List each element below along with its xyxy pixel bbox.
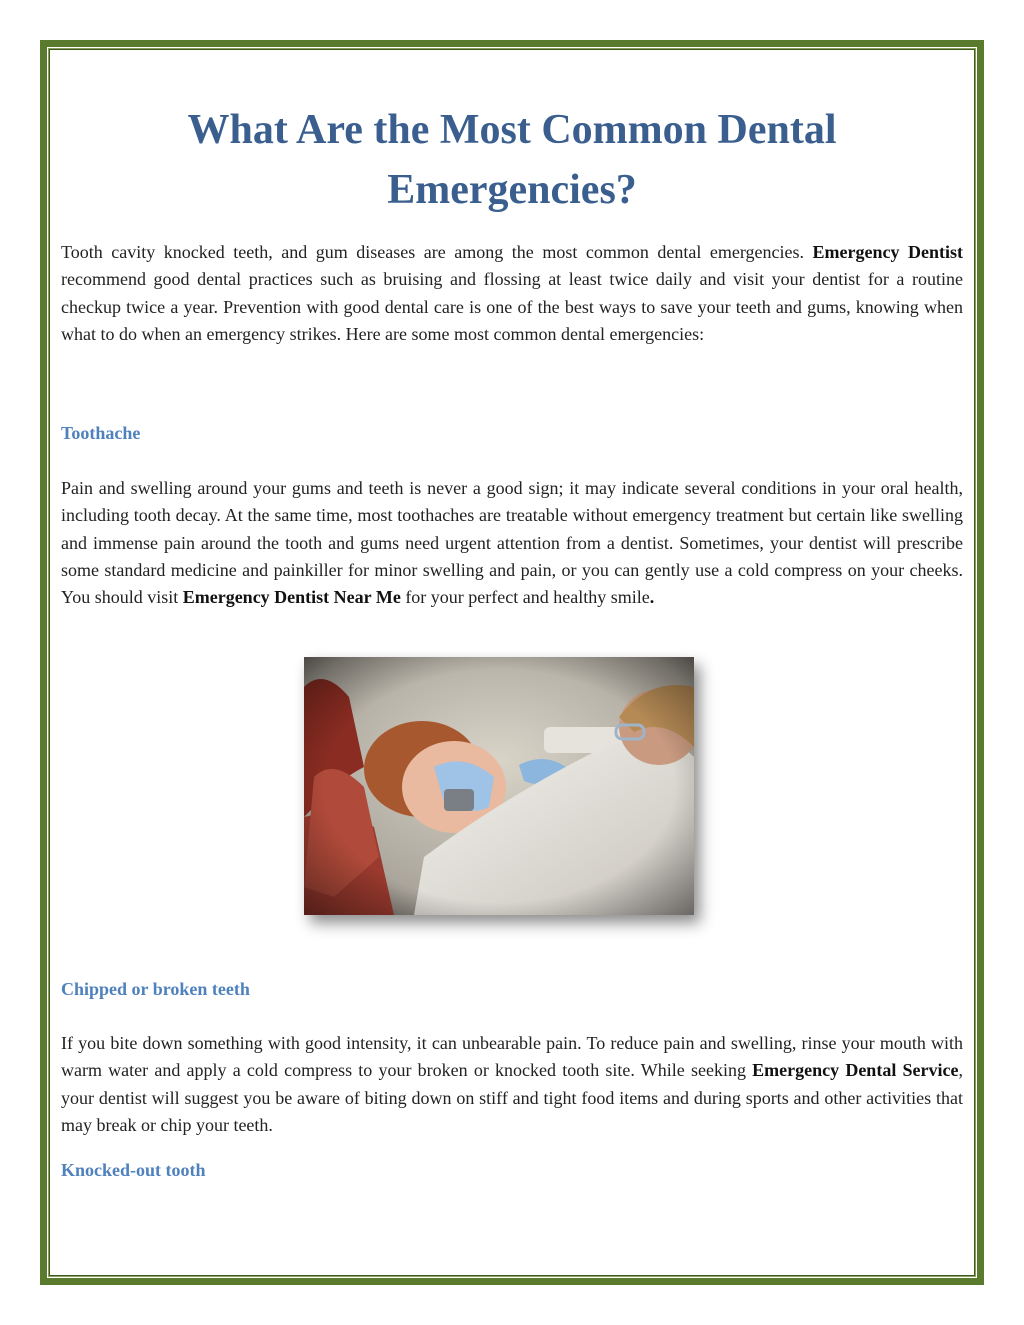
chipped-paragraph: [61, 1030, 963, 1139]
toothache-bold-emergency-dentist-near-me: Emergency Dentist Near Me: [182, 587, 401, 608]
intro-link-emergency-dentist: Emergency Dentist: [812, 242, 963, 262]
heading-knocked-out-tooth: Knocked-out tooth: [61, 1160, 206, 1180]
toothache-paragraph: [61, 475, 963, 611]
chipped-text-1: If you bite down something with good intensity, it can unbearable pain. To reduce pain and swelling, rinse your mouth with warm water and apply a cold compress to your broken or knocked tooth site. While seeking: [61, 1033, 963, 1081]
chipped-text-2: , your dentist will suggest you be aware of biting down on stiff and tight food items and during sports and other activities that may break or chip your teeth.: [61, 1060, 963, 1135]
dentist-photo: [304, 657, 694, 915]
heading-toothache: Toothache: [61, 423, 141, 443]
toothache-text-2: for your perfect and healthy smile: [400, 587, 650, 608]
intro-paragraph: [61, 239, 963, 348]
toothache-bold-period: .: [649, 587, 655, 608]
toothache-text-1: Pain and swelling around your gums and teeth is never a good sign; it may indicate several conditions in your oral health, including tooth decay. At the same time, most toothaches are treatable without emergency treatment but certain like swelling and immense pain around the tooth and gums need urgent attention from a dentist. Sometimes, your dentist will prescribe some standard medicine and painkiller for minor swelling and pain, or you can gently use a cold compress on your cheeks. You should visit: [61, 478, 963, 608]
page-title: What Are the Most Common Dental Emergencies?: [187, 107, 837, 213]
heading-chipped-teeth: Chipped or broken teeth: [61, 979, 250, 999]
intro-text-1: Tooth cavity knocked teeth, and gum diseases are among the most common dental emergencies.: [61, 242, 813, 262]
intro-text-2: recommend good dental practices such as bruising and flossing at least twice daily and visit your dentist for a routine checkup twice a year. Prevention with good dental care is one of the best ways to save your teeth and gums, knowing when what to do when an emergency strikes. Here are some most common dental emergencies:: [61, 269, 963, 344]
chipped-bold-emergency-dental-service: Emergency Dental Service: [752, 1060, 959, 1081]
